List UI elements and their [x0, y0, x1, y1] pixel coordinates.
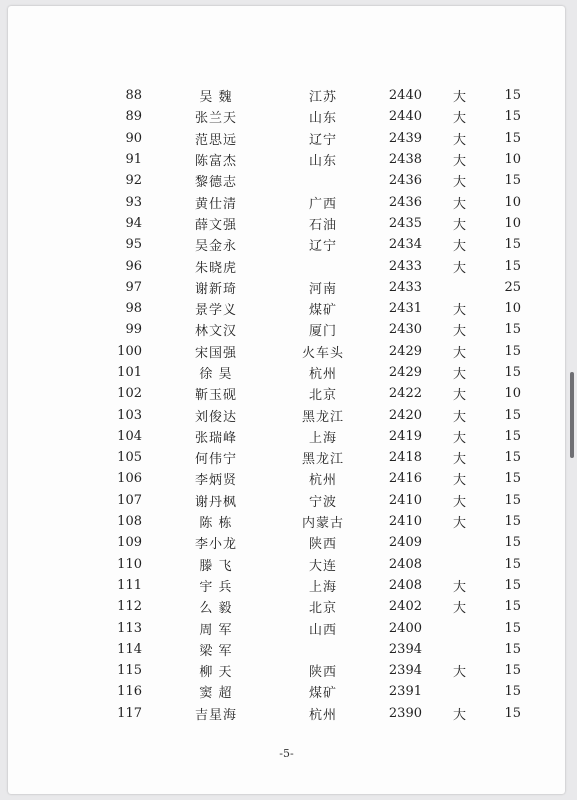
group-mark: 大: [452, 430, 466, 446]
table-row: [8, 681, 521, 702]
points-value: 15: [504, 535, 521, 551]
rating-score: 2440: [388, 88, 422, 104]
table-row: [8, 213, 521, 234]
points-value: 15: [504, 705, 521, 721]
player-name: 景学义: [194, 303, 237, 319]
group-mark: [422, 681, 466, 702]
table-row: [8, 191, 521, 212]
player-name: 吴 魏: [199, 90, 233, 106]
rank-number: 106: [117, 471, 142, 487]
player-region: 杭州: [308, 473, 337, 489]
table-row: [8, 426, 521, 447]
points-value: 15: [504, 258, 521, 274]
player-name: 谢丹枫: [194, 494, 237, 510]
points-value: 15: [504, 556, 521, 572]
player-name: 朱晓虎: [194, 260, 237, 276]
player-region: 杭州: [308, 707, 337, 723]
table-row: [8, 170, 521, 191]
rating-score: 2390: [388, 705, 422, 721]
table-row: [8, 383, 521, 404]
player-region: 上海: [308, 430, 337, 446]
rank-number: 99: [125, 322, 142, 338]
rank-number: 110: [117, 556, 142, 572]
player-name: 李炳贤: [194, 473, 237, 489]
player-region: 北京: [308, 388, 337, 404]
player-name: 周 军: [199, 622, 233, 638]
player-region: 辽宁: [308, 239, 337, 255]
group-mark: 大: [452, 388, 466, 404]
table-row: [8, 277, 521, 298]
page-number: -5-: [279, 747, 294, 760]
table-row: [8, 660, 521, 681]
rating-score: 2409: [388, 535, 422, 551]
rank-number: 100: [117, 343, 142, 359]
table-row: [8, 532, 521, 553]
points-value: 15: [504, 663, 521, 679]
points-value: 10: [504, 301, 521, 317]
player-name: 张兰天: [194, 111, 237, 127]
rank-number: 89: [125, 109, 142, 125]
group-mark: [422, 617, 466, 638]
points-value: 15: [504, 450, 521, 466]
rank-number: 92: [125, 173, 142, 189]
rank-number: 102: [117, 386, 142, 402]
table-row: [8, 319, 521, 340]
rating-score: 2420: [388, 407, 422, 423]
player-region: 辽宁: [308, 132, 337, 148]
group-mark: [422, 554, 466, 575]
group-mark: 大: [452, 196, 466, 212]
rating-score: 2429: [388, 343, 422, 359]
player-region: 北京: [308, 601, 337, 617]
table-row: [8, 554, 521, 575]
ranking-table: [8, 85, 521, 724]
player-region: 黑龙江: [301, 452, 344, 468]
player-region: 煤矿: [308, 686, 337, 702]
group-mark: 大: [452, 111, 466, 127]
points-value: 15: [504, 130, 521, 146]
player-region: 黑龙江: [301, 409, 344, 425]
rank-number: 94: [125, 215, 142, 231]
rating-score: 2410: [388, 514, 422, 530]
table-row: [8, 362, 521, 383]
player-name: 范思远: [194, 132, 237, 148]
player-name: 刘俊达: [194, 409, 237, 425]
points-value: 15: [504, 173, 521, 189]
player-region: 广西: [308, 196, 337, 212]
rating-score: 2435: [388, 215, 422, 231]
rating-score: 2433: [388, 258, 422, 274]
player-name: 张瑞峰: [194, 430, 237, 446]
points-value: 15: [504, 322, 521, 338]
rank-number: 104: [117, 428, 142, 444]
scrollbar-thumb[interactable]: [570, 372, 574, 458]
rank-number: 90: [125, 130, 142, 146]
table-row: [8, 341, 521, 362]
player-name: 窦 超: [199, 686, 233, 702]
points-value: 15: [504, 514, 521, 530]
group-mark: 大: [452, 154, 466, 170]
player-name: 黄仕清: [194, 196, 237, 212]
player-region: 陕西: [308, 537, 337, 553]
rating-score: 2436: [388, 194, 422, 210]
group-mark: 大: [452, 260, 466, 276]
rating-score: 2402: [388, 599, 422, 615]
rank-number: 116: [117, 684, 142, 700]
group-mark: 大: [452, 175, 466, 191]
player-region: 陕西: [308, 665, 337, 681]
player-region: 石油: [308, 217, 337, 233]
rating-score: 2422: [388, 386, 422, 402]
rating-score: 2419: [388, 428, 422, 444]
player-name: 林文汉: [194, 324, 237, 340]
player-name: 徐 昊: [199, 367, 233, 382]
player-name: 李小龙: [194, 537, 237, 553]
player-region: [290, 170, 356, 191]
points-value: 15: [504, 492, 521, 508]
ranking-table-body: [8, 85, 521, 724]
rating-score: 2416: [388, 471, 422, 487]
rating-score: 2408: [388, 577, 422, 593]
rank-number: 105: [117, 450, 142, 466]
player-region: [290, 255, 356, 276]
table-row: [8, 234, 521, 255]
points-value: 15: [504, 471, 521, 487]
table-row: [8, 468, 521, 489]
player-name: 黎德志: [194, 175, 237, 191]
player-name: 靳玉砚: [194, 388, 237, 404]
rank-number: 113: [117, 620, 142, 636]
group-mark: 大: [452, 579, 466, 595]
rank-number: 101: [117, 365, 142, 380]
points-value: 10: [504, 152, 521, 168]
points-value: 15: [504, 343, 521, 359]
player-region: [290, 639, 356, 660]
rating-score: 2440: [388, 109, 422, 125]
document-page: [8, 6, 565, 794]
group-mark: 大: [452, 303, 466, 319]
table-row: [8, 447, 521, 468]
group-mark: 大: [452, 239, 466, 255]
table-row: [8, 617, 521, 638]
group-mark: 大: [452, 665, 466, 681]
rank-number: 117: [117, 705, 142, 721]
rank-number: 96: [125, 258, 142, 274]
rank-number: 109: [117, 535, 142, 551]
rating-score: 2429: [388, 365, 422, 380]
player-region: 山东: [308, 111, 337, 127]
rating-score: 2418: [388, 450, 422, 466]
table-row: [8, 106, 521, 127]
rating-score: 2431: [388, 301, 422, 317]
player-name: 宋国强: [194, 345, 237, 361]
group-mark: 大: [452, 452, 466, 468]
points-value: 15: [504, 599, 521, 615]
rank-number: 88: [125, 88, 142, 104]
points-value: 15: [504, 620, 521, 636]
rank-number: 112: [117, 599, 142, 615]
player-region: 厦门: [308, 324, 337, 340]
points-value: 25: [504, 279, 521, 295]
group-mark: 大: [452, 601, 466, 617]
group-mark: 大: [452, 345, 466, 361]
group-mark: [422, 277, 466, 298]
player-region: 河南: [308, 281, 337, 297]
rank-number: 93: [125, 194, 142, 210]
points-value: 15: [504, 684, 521, 700]
points-value: 15: [504, 641, 521, 657]
rank-number: 108: [117, 514, 142, 530]
player-region: 杭州: [308, 367, 337, 382]
rating-score: 2430: [388, 322, 422, 338]
rank-number: 91: [125, 152, 142, 168]
rating-score: 2391: [388, 684, 422, 700]
player-name: 柳 天: [199, 665, 233, 681]
group-mark: 大: [452, 516, 466, 532]
rating-score: 2394: [388, 663, 422, 679]
table-row: [8, 575, 521, 596]
rank-number: 97: [125, 279, 142, 295]
table-row: [8, 298, 521, 319]
rank-number: 114: [117, 641, 142, 657]
rating-score: 2400: [388, 620, 422, 636]
player-region: 火车头: [301, 345, 344, 361]
player-name: 陈 栋: [199, 516, 233, 532]
player-name: 吴金永: [194, 239, 237, 255]
points-value: 15: [504, 407, 521, 423]
player-name: 滕 飞: [199, 558, 233, 574]
rank-number: 103: [117, 407, 142, 423]
points-value: 15: [504, 109, 521, 125]
player-region: 煤矿: [308, 303, 337, 319]
group-mark: 大: [452, 132, 466, 148]
table-row: [8, 128, 521, 149]
table-row: [8, 703, 521, 724]
points-value: 15: [504, 365, 521, 380]
table-row: [8, 404, 521, 425]
group-mark: 大: [452, 409, 466, 425]
player-region: 上海: [308, 579, 337, 595]
points-value: 15: [504, 577, 521, 593]
player-region: 山东: [308, 154, 337, 170]
rank-number: 115: [117, 663, 142, 679]
player-name: 陈富杰: [194, 154, 237, 170]
player-name: 梁 军: [199, 643, 233, 659]
rank-number: 107: [117, 492, 142, 508]
player-region: 大连: [308, 558, 337, 574]
player-name: 宇 兵: [199, 579, 233, 595]
rating-score: 2438: [388, 152, 422, 168]
points-value: 15: [504, 428, 521, 444]
table-row: [8, 596, 521, 617]
rank-number: 111: [117, 577, 142, 593]
group-mark: 大: [452, 324, 466, 340]
points-value: 10: [504, 194, 521, 210]
player-name: 吉星海: [194, 707, 237, 723]
rank-number: 95: [125, 237, 142, 253]
player-name: 薛文强: [194, 217, 237, 233]
table-row: [8, 639, 521, 660]
table-row: [8, 511, 521, 532]
rating-score: 2394: [388, 641, 422, 657]
rating-score: 2408: [388, 556, 422, 572]
player-name: 何伟宁: [194, 452, 237, 468]
group-mark: 大: [452, 707, 466, 723]
table-row: [8, 149, 521, 170]
player-region: 宁波: [308, 494, 337, 510]
rating-score: 2433: [388, 279, 422, 295]
points-value: 10: [504, 386, 521, 402]
points-value: 15: [504, 88, 521, 104]
table-row: [8, 255, 521, 276]
rating-score: 2410: [388, 492, 422, 508]
table-row: [8, 85, 521, 106]
group-mark: 大: [452, 473, 466, 489]
player-name: 么 毅: [199, 601, 233, 617]
group-mark: 大: [452, 217, 466, 233]
rating-score: 2434: [388, 237, 422, 253]
rating-score: 2439: [388, 130, 422, 146]
player-region: 山西: [308, 622, 337, 638]
rank-number: 98: [125, 301, 142, 317]
group-mark: 大: [452, 367, 466, 382]
player-name: 谢新琦: [194, 281, 237, 297]
group-mark: [422, 639, 466, 660]
player-region: 江苏: [308, 90, 337, 106]
rating-score: 2436: [388, 173, 422, 189]
group-mark: [422, 532, 466, 553]
player-region: 内蒙古: [301, 516, 344, 532]
points-value: 10: [504, 215, 521, 231]
group-mark: 大: [452, 494, 466, 510]
table-row: [8, 490, 521, 511]
points-value: 15: [504, 237, 521, 253]
group-mark: 大: [452, 90, 466, 106]
